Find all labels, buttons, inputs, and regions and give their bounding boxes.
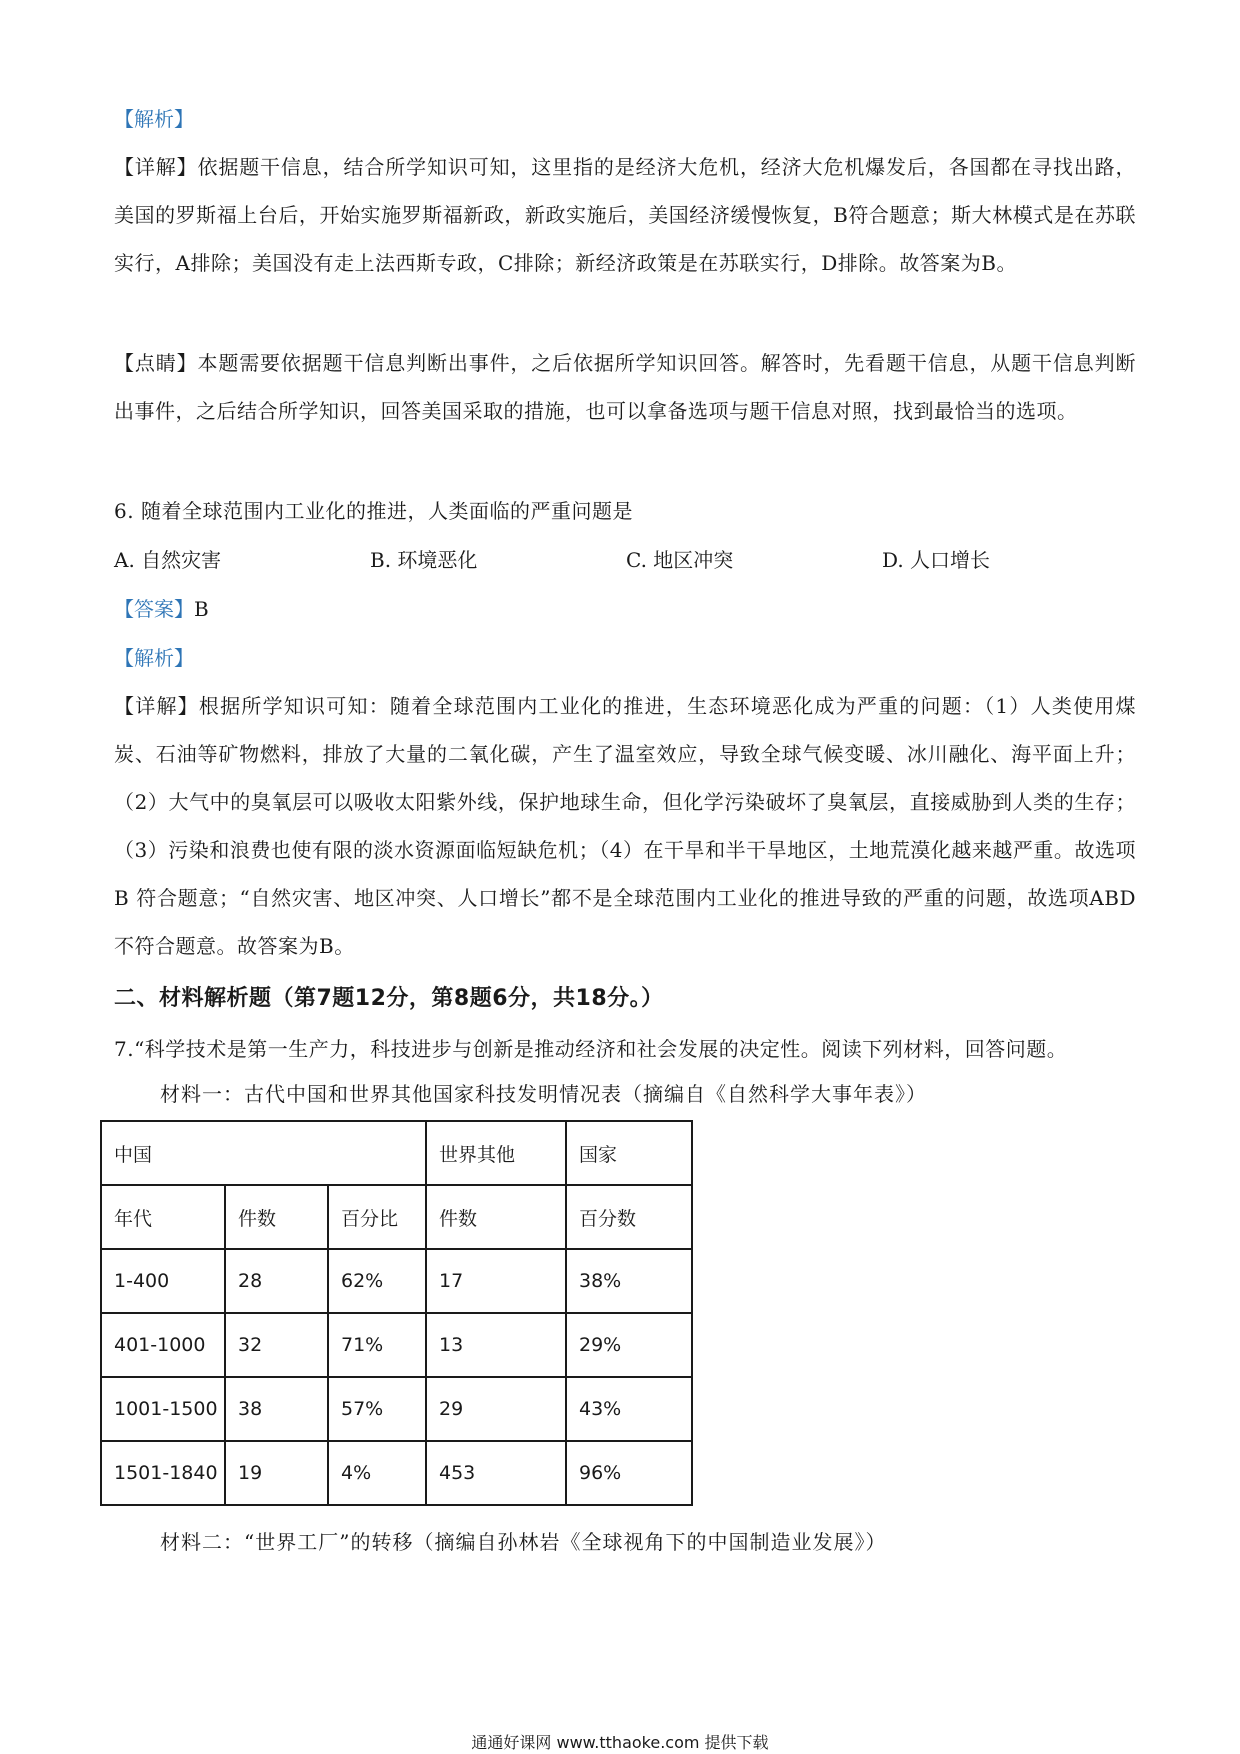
header-count: 件数 [225, 1185, 328, 1249]
table-row [101, 1313, 692, 1377]
question-7-stem: 7.“科学技术是第一生产力，科技进步与创新是推动经济和社会发展的决定性。阅读下列材料，回答问题。 [114, 1037, 1068, 1061]
material-2-caption: 材料二：“世界工厂”的转移（摘编自孙林岩《全球视角下的中国制造业发展》） [160, 1530, 887, 1554]
analysis-heading-1 [114, 95, 194, 143]
detail-tag: 【详解】 [114, 155, 198, 179]
detail-paragraph-2 [114, 682, 1136, 970]
option-d: D. 人口增长 [882, 548, 991, 572]
detail-tag: 【详解】 [114, 694, 199, 718]
page-footer: 通通好课网 www.tthaoke.com 提供下载 [471, 1733, 769, 1752]
answer-line [114, 585, 209, 633]
group-world-cell-1: 世界其他 [426, 1121, 566, 1185]
table-header-row [101, 1185, 692, 1249]
option-a: A. 自然灾害 [114, 548, 222, 572]
header-count-world: 件数 [426, 1185, 566, 1249]
table-cell: 17 [426, 1249, 566, 1313]
table-row [101, 1441, 692, 1505]
table-cell: 71% [328, 1313, 426, 1377]
table-cell: 1501-1840 [101, 1441, 225, 1505]
analysis-tag: 【解析】 [114, 107, 194, 131]
table-cell: 62% [328, 1249, 426, 1313]
detail-text: 根据所学知识可知：随着全球范围内工业化的推进，生态环境恶化成为严重的问题：（1）人类使用煤炭、石油等矿物燃料，排放了大量的二氧化碳，产生了温室效应，导致全球气候变暖、冰川融化、海平面上升；（2）大气中的臭氧层可以吸收太阳紫外线，保护地球生命，但化学污染破坏了臭氧层，直接威胁到人类的生存；（3）污染和浪费也使有限的淡水资源面临短缺危机；（4）在干旱和半干旱地区，土地荒漠化越来越严重。故选项 B 符合题意；“自然灾害、地区冲突、人口增长”都不是全球范围内工业化的推进导致的严重的问题，故选项ABD不符合题意。故答案为B。 [114, 694, 1136, 958]
comment-tag: 【点睛】 [114, 351, 198, 375]
table-cell: 28 [225, 1249, 328, 1313]
table-cell: 38% [566, 1249, 692, 1313]
table-row [101, 1249, 692, 1313]
table-cell: 32 [225, 1313, 328, 1377]
table-cell: 29% [566, 1313, 692, 1377]
question-6-options [114, 536, 1114, 584]
comment-text: 本题需要依据题干信息判断出事件，之后依据所学知识回答。解答时，先看题干信息，从题干信息判断出事件，之后结合所学知识，回答美国采取的措施，也可以拿备选项与题干信息对照，找到最恰当的选项。 [114, 351, 1137, 423]
table-row [101, 1377, 692, 1441]
comment-paragraph [114, 339, 1136, 435]
table-cell: 29 [426, 1377, 566, 1441]
detail-text: 依据题干信息，结合所学知识可知，这里指的是经济大危机，经济大危机爆发后，各国都在寻找出路，美国的罗斯福上台后，开始实施罗斯福新政，新政实施后，美国经济缓慢恢复，B符合题意；斯大林模式是在苏联实行，A排除；美国没有走上法西斯专政，C排除；新经济政策是在苏联实行，D排除。故答案为B。 [114, 155, 1137, 275]
table-cell: 43% [566, 1377, 692, 1441]
table-cell: 1-400 [101, 1249, 225, 1313]
group-china-cell: 中国 [101, 1121, 426, 1185]
invention-table [100, 1120, 693, 1506]
table-cell: 1001-1500 [101, 1377, 225, 1441]
table-cell: 401-1000 [101, 1313, 225, 1377]
table-cell: 19 [225, 1441, 328, 1505]
detail-paragraph-1 [114, 143, 1136, 287]
table-cell: 4% [328, 1441, 426, 1505]
table-group-row [101, 1121, 692, 1185]
material-1-caption: 材料一：古代中国和世界其他国家科技发明情况表（摘编自《自然科学大事年表》） [160, 1082, 927, 1106]
analysis-heading-2 [114, 634, 194, 682]
option-b: B. 环境恶化 [370, 548, 478, 572]
question-6-stem: 6. 随着全球范围内工业化的推进，人类面临的严重问题是 [114, 499, 633, 523]
table-cell: 96% [566, 1441, 692, 1505]
table-cell: 38 [225, 1377, 328, 1441]
header-era: 年代 [101, 1185, 225, 1249]
table-cell: 13 [426, 1313, 566, 1377]
group-world-cell-2: 国家 [566, 1121, 692, 1185]
table-cell: 453 [426, 1441, 566, 1505]
answer-value: B [194, 597, 209, 621]
table-cell: 57% [328, 1377, 426, 1441]
header-percent-world: 百分数 [566, 1185, 692, 1249]
answer-tag: 【答案】 [114, 597, 194, 621]
option-c: C. 地区冲突 [626, 548, 734, 572]
section-title: 二、材料解析题（第7题12分，第8题6分，共18分。） [114, 986, 664, 1011]
header-percent: 百分比 [328, 1185, 426, 1249]
analysis-tag: 【解析】 [114, 646, 194, 670]
